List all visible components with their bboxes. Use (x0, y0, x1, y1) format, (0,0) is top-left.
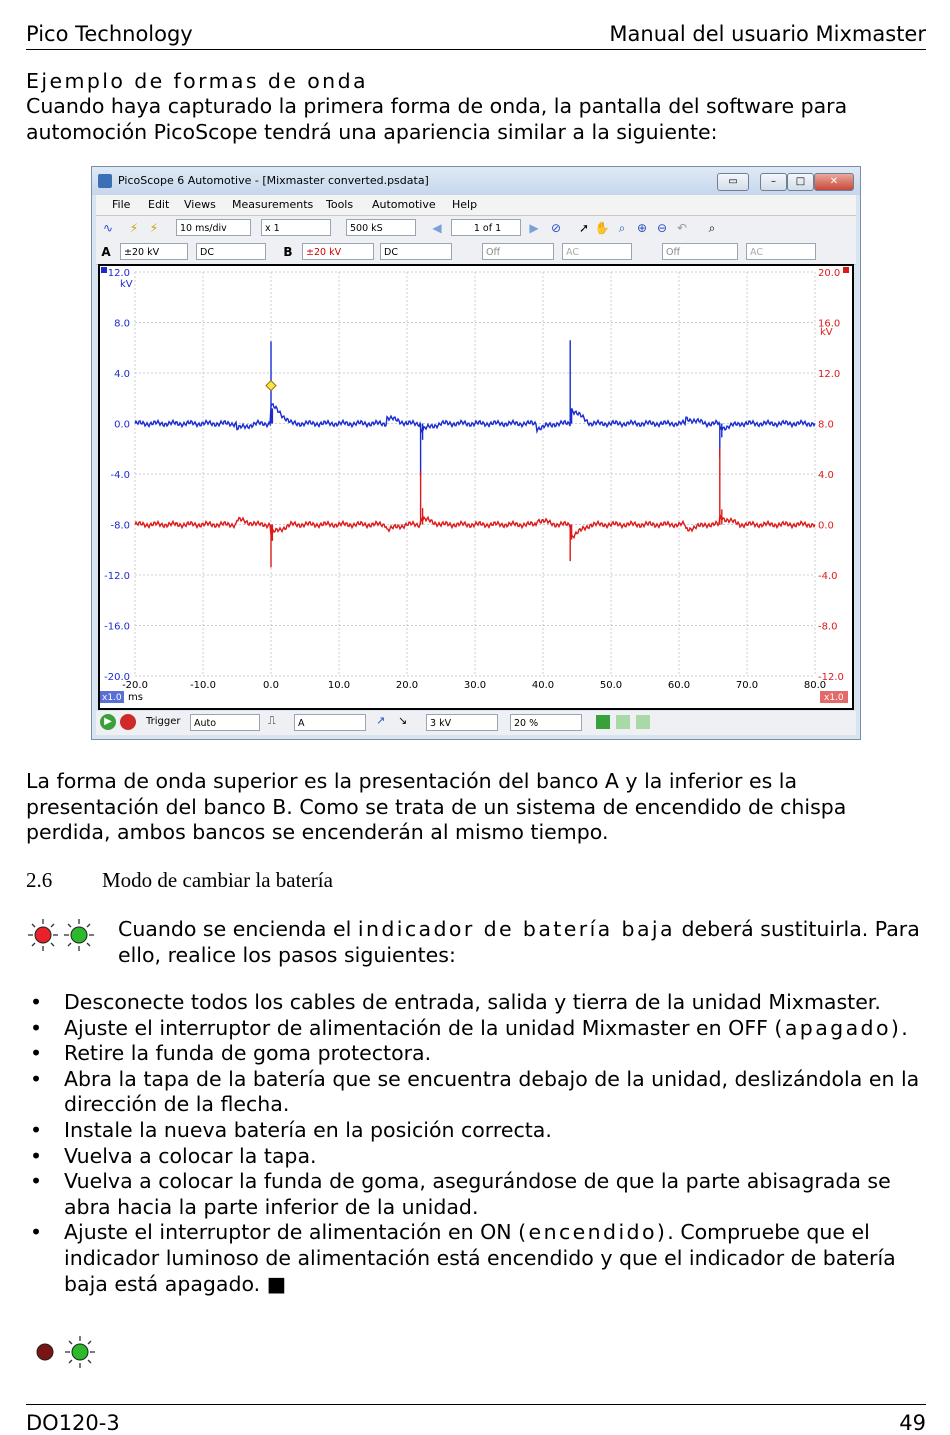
channel-toolbar (96, 240, 856, 265)
timebase-select[interactable]: 10 ms/div (176, 219, 251, 236)
left-tick-label: -8.0 (110, 520, 130, 532)
maximize-icon[interactable]: □ (787, 173, 814, 191)
left-tick-label: 0.0 (114, 419, 130, 431)
section-title: Modo de cambiar la batería (102, 868, 333, 892)
x-tick-label: 60.0 (667, 680, 691, 691)
previous-capture-icon[interactable]: ◀ (432, 221, 442, 235)
channel-d-select[interactable]: Off (662, 243, 738, 260)
normal-leds-icon (30, 1334, 100, 1370)
x-tick-label: 40.0 (531, 680, 555, 691)
list-item: • Vuelva a colocar la tapa. (30, 1143, 317, 1168)
left-unit-label: kV (120, 279, 133, 290)
window-title: PicoScope 6 Automotive - [Mixmaster converted.psdata] (118, 174, 429, 187)
channel-b-label: B (283, 245, 293, 259)
zoom-in-icon[interactable]: ⊕ (636, 221, 648, 235)
list-item: • Ajuste el interruptor de alimentación en ON (encendido). Compruebe que el indicador luminoso de alimentación está encendido y que el indicador de batería baja está apagado. ■ (30, 1220, 896, 1296)
menu-edit[interactable]: Edit (148, 198, 170, 211)
right-tick-label: -8.0 (818, 621, 838, 633)
header-manual-title: Manual del usuario Mixmaster (609, 22, 926, 46)
pretrigger-input[interactable]: 20 % (510, 714, 582, 731)
right-tick-label: -4.0 (818, 571, 838, 582)
battery-note-indicator: indicador de batería baja (357, 917, 675, 941)
low-battery-leds-icon (24, 916, 100, 954)
menu-file[interactable]: File (112, 198, 131, 211)
right-tick-label: 16.0 (818, 318, 841, 330)
hand-icon[interactable]: ✋ (594, 221, 610, 235)
left-tick-label: 12.0 (107, 268, 130, 279)
ruler-icon[interactable]: ⊘ (550, 221, 562, 235)
right-tick-label: 4.0 (818, 470, 834, 481)
page-number: 49 (899, 1411, 926, 1435)
menu-bar (96, 195, 856, 216)
add-measurement-icon[interactable] (596, 715, 610, 729)
red-led-on-icon (35, 927, 51, 943)
pointer-icon[interactable]: ➚ (578, 221, 590, 235)
stop-icon[interactable] (120, 714, 136, 730)
x-tick-label: -20.0 (122, 680, 148, 691)
left-tick-label: -16.0 (104, 621, 130, 633)
minimize-icon[interactable]: – (760, 173, 787, 191)
next-capture-icon[interactable]: ▶ (529, 221, 539, 235)
page-header (26, 20, 926, 50)
channel-a-marker (101, 267, 107, 273)
x-unit-label: ms (128, 692, 143, 703)
start-icon[interactable]: ▶ (100, 714, 116, 730)
list-item: • Desconecte todos los cables de entrada, salida y tierra de la unidad Mixmaster. (30, 990, 881, 1014)
left-tick-label: -4.0 (110, 470, 130, 481)
right-unit-label: kV (820, 327, 833, 338)
picoscope-app-icon (98, 174, 112, 188)
undo-zoom-icon[interactable]: ↶ (676, 221, 688, 235)
right-tick-label: 12.0 (818, 369, 841, 380)
menu-measurements[interactable]: Measurements (232, 198, 314, 211)
left-tick-label: -20.0 (104, 672, 130, 683)
grid-lines (135, 272, 815, 676)
right-tick-label: 0.0 (818, 520, 834, 532)
x-tick-label: 70.0 (735, 680, 759, 691)
trigger-label: Trigger (146, 716, 181, 727)
capture-counter[interactable]: 1 of 1 (451, 219, 521, 236)
intro-paragraph: Cuando haya capturado la primera forma de onda, la pantalla del software para automoción PicoScope tendrá una apariencia similar a la siguiente: (26, 94, 848, 144)
trigger-toolbar (96, 711, 856, 735)
x-scale-badge-left-text: x1.0 (102, 693, 122, 703)
list-item: • Vuelva a colocar la funda de goma, asegurándose de que la parte abisagrada se abra hacia la parte inferior de la unidad. (30, 1169, 891, 1219)
red-led-off-icon (37, 1344, 53, 1360)
channel-b-marker (843, 267, 849, 273)
battery-note-before: Cuando se encienda el (118, 917, 358, 941)
edit-measurement-icon[interactable] (636, 715, 650, 729)
close-icon[interactable]: ✕ (814, 173, 854, 191)
window-extra-icon[interactable]: ▭ (717, 173, 749, 191)
list-item: • Instale la nueva batería en la posición correcta. (30, 1117, 552, 1142)
zoom-select-icon[interactable]: ⌕ (618, 221, 626, 235)
list-item: • Ajuste el interruptor de alimentación de la unidad Mixmaster en OFF (apagado). (30, 1015, 908, 1040)
channel-a-coupling-select[interactable]: DC (196, 243, 266, 260)
left-axis-ticks (104, 268, 130, 683)
x-tick-label: 20.0 (395, 680, 419, 691)
falling-edge-icon[interactable]: ↘ (398, 714, 408, 727)
rising-edge-icon[interactable]: ↗ (376, 714, 386, 727)
right-tick-label: -12.0 (818, 672, 844, 683)
channel-b-coupling-select[interactable]: DC (380, 243, 452, 260)
battery-note (118, 917, 926, 968)
channel-c-select[interactable]: Off (482, 243, 554, 260)
zoom-out-icon[interactable]: ⊖ (656, 221, 668, 235)
x-axis-ticks (122, 680, 826, 691)
channel-a-range-select[interactable]: ±20 kV (120, 243, 188, 260)
flash-icon[interactable]: ⚡ (149, 221, 159, 235)
trigger-threshold-input[interactable]: 3 kV (426, 714, 498, 731)
channel-b-range-select[interactable]: ±20 kV (302, 243, 374, 260)
capture-toolbar (96, 216, 856, 241)
left-tick-label: -12.0 (104, 571, 130, 582)
picoscope-screenshot (91, 166, 861, 740)
right-tick-label: 8.0 (818, 419, 834, 431)
scope-chart-svg (100, 266, 852, 708)
green-led-on-icon (72, 1344, 88, 1360)
scope-plot[interactable] (98, 264, 854, 710)
left-tick-label: 8.0 (114, 318, 130, 330)
channel-d-coupling-select[interactable]: AC (746, 243, 816, 260)
zoom-select[interactable]: x 1 (261, 219, 331, 236)
zoom-fit-icon[interactable]: ⌕ (708, 221, 716, 235)
samples-select[interactable]: 500 kS (346, 219, 416, 236)
lightning-icon[interactable]: ⚡ (129, 221, 139, 235)
list-item: • Retire la funda de goma protectora. (30, 1041, 432, 1066)
right-tick-label: 20.0 (818, 268, 841, 279)
battery-steps-list (26, 990, 926, 1297)
document-code: DO120-3 (26, 1411, 120, 1435)
header-company: Pico Technology (26, 22, 193, 46)
trigger-marker[interactable] (266, 381, 276, 391)
menu-views[interactable]: Views (184, 198, 216, 211)
section-subtitle: Ejemplo de formas de onda (26, 69, 368, 93)
x-scale-badge-right-text: x1.0 (824, 693, 844, 703)
page-footer (26, 1404, 926, 1435)
channel-c-coupling-select[interactable]: AC (562, 243, 632, 260)
menu-tools[interactable]: Tools (326, 198, 354, 211)
channel-a-label: A (101, 245, 111, 259)
delete-measurement-icon[interactable] (616, 715, 630, 729)
list-item: • Abra la tapa de la batería que se encuentra debajo de la unidad, deslizándola en la dirección de la flecha. (30, 1066, 920, 1117)
green-led-on-icon (71, 927, 87, 943)
trigger-mode-select[interactable]: Auto (190, 714, 260, 731)
window-titlebar (92, 167, 860, 195)
x-tick-label: 50.0 (599, 680, 623, 691)
menu-automotive[interactable]: Automotive (372, 198, 436, 211)
trigger-edge-icon[interactable]: ⎍ (268, 714, 276, 727)
waveform-description: La forma de onda superior es la presentación del banco A y la inferior es la presentación del banco B. Como se trata de un sistema de encendido de chispa perdida, ambos bancos se encenderán al mismo tiempo. (26, 769, 847, 844)
scope-mode-icon[interactable]: ∿ (102, 221, 114, 235)
left-tick-label: 4.0 (114, 369, 130, 380)
x-tick-label: 0.0 (263, 680, 279, 691)
trigger-source-select[interactable]: A (294, 714, 366, 731)
x-tick-label: 30.0 (463, 680, 487, 691)
section-number: 2.6 (26, 868, 53, 892)
x-tick-label: 80.0 (803, 680, 827, 691)
battery-note-after: deberá sustituirla. Para ello, realice los pasos siguientes: (118, 917, 920, 967)
x-tick-label: 10.0 (327, 680, 351, 691)
menu-help[interactable]: Help (452, 198, 478, 211)
x-tick-label: -10.0 (190, 680, 216, 691)
